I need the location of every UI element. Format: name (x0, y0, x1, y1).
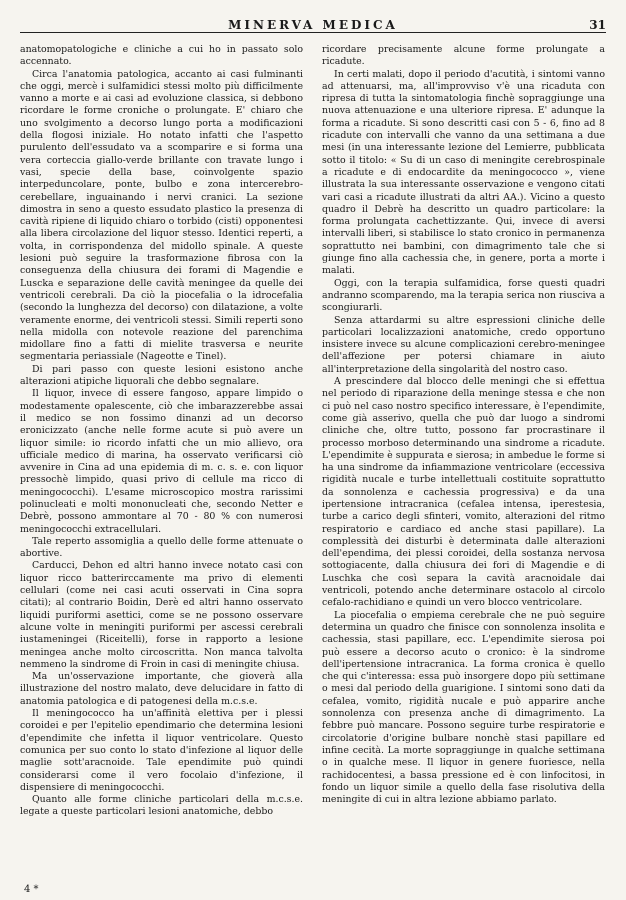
header-rule (20, 32, 606, 33)
paragraph: Ma un'osservazione importante, che gioverà alla illustrazione del nostro malato, deve delucidare in fatto di anatomia patologica e di patogenesi della m.c.s.e. (20, 671, 303, 707)
page-number: 31 (589, 18, 606, 32)
paragraph: In certi malati, dopo il periodo d'acutità, i sintomi vanno ad attenuarsi, ma, all'improvviso v'è una ricaduta con ripresa di tutta la sintomatologia finchè sopraggiunge una nuova attenuazione e una ulteriore ripresa. E' adunque la forma a ricadute. Si sono descritti casi con 5 - 6, fino ad 8 ricadute con intervalli che vanno da una settimana a due mesi (in una interessante lezione del Lemierre, pubblicata sotto il titolo: « Su di un caso di meningite cerebrospinale a ricadute e di endocardite da meningococco », viene illustrata la sua interessante osservazione e vengono citati vari casi a ricadute illustrati da altri AA.). Vicino a questo quadro il Debrè ha descritto un quadro particolare: la forma prolungata cachettizzante. Qui, invece di aversi intervalli liberi, si stabilisce lo stato cronico in permanenza soprattutto nei bambini, con dimagrimento tale che si giunge fino alla cachessia che, in genere, porta a morte i malati. (322, 68, 605, 277)
paragraph: Tale reperto assomiglia a quello delle forme attenuate o abortive. (20, 535, 303, 560)
paragraph: Carducci, Dehon ed altri hanno invece notato casi con liquor ricco batterirccamente ma privo di elementi cellulari (come nei casi acuti osservati in Cina sopra citati); al contrario Boidin, Derè ed altri hanno osservato liquidi puriformi asettici, come se ne possono osservare alcune volte in meningiti puriformi per ascessi cerebrali iustameningei (Riceitelli), forse in rapporto a lesione meningea anche molto circoscritta. Non manca talvolta nemmeno la sindrome di Froin in casi di meningite chiusa. (20, 560, 303, 670)
paragraph: Di pari passo con queste lesioni esistono anche alterazioni atipiche liquorali che debbo segnalare. (20, 363, 303, 388)
paragraph: Quanto alle forme cliniche particolari della m.c.s.e. legate a queste particolari lesioni anatomiche, debbo (20, 794, 303, 818)
paragraph: ricordare precisamente alcune forme prolungate a ricadute. (322, 44, 605, 68)
paragraph: anatomopatologiche e cliniche a cui ho in passato solo accennato. (20, 44, 303, 68)
paragraph: Circa l'anatomia patologica, accanto ai casi fulminanti che oggi, mercè i sulfamidici stessi molto più difficilmente vanno a morte e ai casi ad evoluzione classica, si debbono ricordare le forme croniche o prolungate. E' chiaro che uno svolgimento a decorso lungo porta a modificazioni della flogosi iniziale. Ho notato infatti che l'aspetto purulento dell'essudato va a scomparire e si forma una vera corteccia giallo-verde brillante con travate lungo i vasi, specie della base, coinvolgente spazio interpeduncolare, ponte, bulbo e zona intercerebro-cerebellare, inguainando i nervi cranici. La sezione dimostra in seno a questo essudato plastico la presenza di cavità ripiene di liquido chiaro o torbido (cisti) opponentesi alla libera circolazione del liquor stesso. Identici reperti, a volta, in corrispondenza del midollo spinale. A queste lesioni può seguire la trasformazione fibrosa con la conseguenza della chiusura dei forami di Magendie e Luscka e separazione delle cavità meningee da quelle dei ventricoli cerebrali. Da ciò la piocefalia o la idrocefalia (secondo la lunghezza del decorso) con dilatazione, a volte veramente enorme, dei ventricoli stessi. Simili reperti sono nella midolla con notevole reazione del parenchima midollare fino a fatti di mielite trasversa e neurite segmentaria periassiale (Nageotte e Tinel). (20, 68, 303, 363)
paragraph: A prescindere dal blocco delle meningi che si effettua nel periodo di riparazione della meninge stessa e che non ci può nel caso nostro specifico interessare, è l'ependimite, come già asserivo, quella che può dar luogo a sindromi cliniche che, oltre tutto, possono far procrastinare il processo morboso determinando una sindrome a ricadute. L'ependimite è suppurata e sierosa; in ambedue le forme si ha una sindrome da infiammazione ventricolare (eccessiva rigidità nucale e turbe intellettuali costituite soprattutto da sonnolenza e cachessia progressiva) e da una ipertensione intracranica (cefalea intensa, iperestesia, turbe a carico degli sfinteri, vomito, alterazioni del ritmo respiratorio e cardiaco ed anche stasi papillare). La complessità dei disturbi è determinata dalle alterazioni dell'ependima, dei plessi coroidei, della sostanza nervosa sottogiacente, dalla chiusura dei fori di Magendie e di Luschka che così separa la cavità aracnoidale dai ventricoli, potendo anche determinare ostacolo al circolo cefalo-rachidiano e quindi un vero blocco ventricolare. (322, 376, 605, 609)
paragraph: Il meningococco ha un'affinità elettiva per i plessi coroidei e per l'epitelio ependimario che determina lesioni d'ependimite che infetta il liquor ventricolare. Questo comunica per suo conto lo stato d'infezione al liquor delle maglie sott'aracnoide. Tale ependimite può quindi considerarsi come il vero focolaio d'infezione, il dispensiere di meningococchi. (20, 708, 303, 793)
paragraph: Il liquor, invece di essere fangoso, appare limpido o modestamente opalescente, ciò che imbarazzerebbe assai il medico se non fossimo dinanzi ad un decorso eronicizzato (anche nelle forme acute si può avere un liquor simile: io ricordo infatti che un mio allievo, ora ufficiale medico di marina, ha osservato verificarsi ciò avvenire in Cina ad una epidemia di m. c. s. e. con liquor pressochè limpido, quasi privo di cellule ma ricco di meningococchi). L'esame microscopico mostra rarissimi polinucleati e molti mononucleati che, secondo Netter e Debrè, possono ammontare al 70 - 80 % con numerosi meningococchi extracellulari. (20, 388, 303, 535)
paragraph: La piocefalia o empiema cerebrale che ne può seguire determina un quadro che finisce con sonnolenza insolita e cachessia, stasi papillare, ecc. L'ependimite sierosa poi può essere a decorso acuto o cronico: è la sindrome dell'ipertensione intracranica. La forma cronica è quello che qui c'interessa: essa può insorgere dopo più settimane o mesi dal periodo della guarigione. I sintomi sono dati da cefalea, vomito, rigidità nucale e può apparire anche sonnolenza con presenza anche di dimagrimento. La febbre può mancare. Possono seguire turbe respiratorie e circolatorie d'origine bulbare nonchè stasi papillare ed infine cecità. La morte sopraggiunge in qualche settimana o in qualche mese. Il liquor in genere fuoriesce, nella rachidocentesi, a bassa pressione ed è con linfocitosi, in fondo un liquor simile a quello della fase risolutiva della meningite di cui in altra lezione abbiamo parlato. (322, 609, 605, 806)
left-column (20, 44, 303, 819)
paragraph: Oggi, con la terapia sulfamidica, forse questi quadri andranno scomparendo, ma la terapia serica non riusciva a scongiurarli. (322, 277, 605, 314)
paragraph: Senza attardarmi su altre espressioni cliniche delle particolari localizzazioni anatomiche, credo opportuno insistere invece su alcune complicazioni cerebro-meningee dell'affezione per potersi chiamare in aiuto all'interpretazione della singolarità del nostro caso. (322, 314, 605, 375)
page-header (20, 18, 606, 34)
right-column (322, 44, 605, 806)
signature-mark: 4 * (24, 884, 39, 895)
journal-title: MINERVA MEDICA (228, 18, 398, 32)
